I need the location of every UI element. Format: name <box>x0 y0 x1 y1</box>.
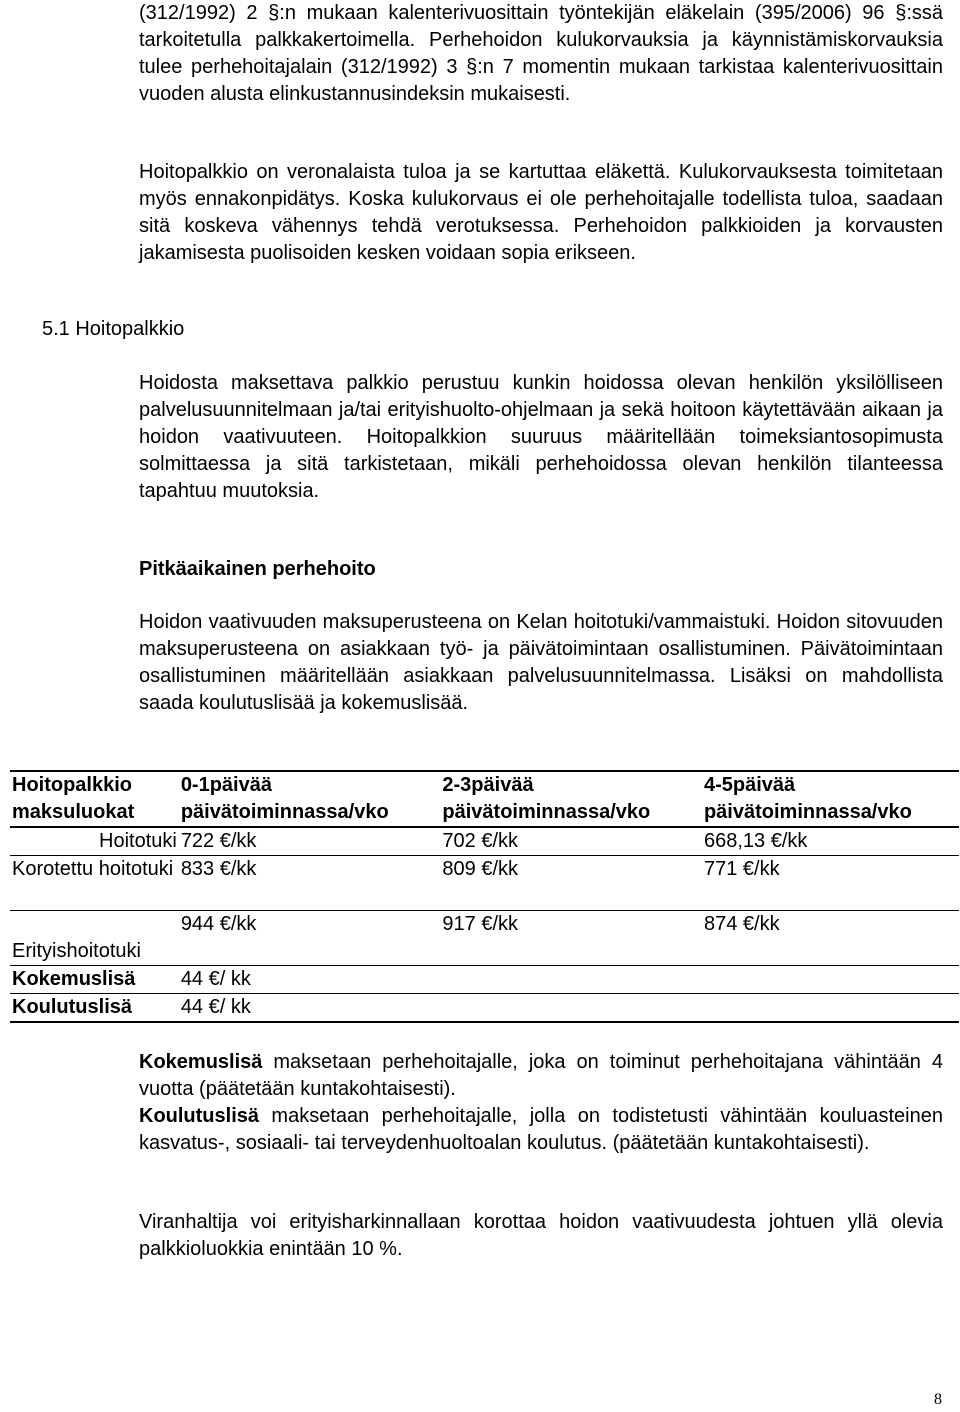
subheading: Pitkäaikainen perhehoito <box>139 558 376 580</box>
koulutus-term: Koulutuslisä <box>139 1105 260 1127</box>
section-heading: 5.1 Hoitopalkkio <box>42 318 185 340</box>
table-header-row <box>10 771 959 827</box>
kokemus-text: maksetaan perhehoitajalle, joka on toiminut perhehoitajana vähintään 4 vuotta (päätetään kuntakohtaisesti). <box>139 1051 943 1100</box>
table-header-cell: 0-1päivää päivätoiminnassa/vko <box>179 771 441 827</box>
koulutus-paragraph <box>139 1103 943 1157</box>
table-row <box>10 827 959 856</box>
kokemus-term: Kokemuslisä <box>139 1051 263 1073</box>
table-cell: 809 €/kk <box>440 856 702 911</box>
table-row-label: Hoitotuki <box>10 827 179 856</box>
table-row-label: Kokemuslisä <box>10 966 179 994</box>
table-cell: 44 €/ kk <box>179 994 441 1023</box>
tax-paragraph: Hoitopalkkio on veronalaista tuloa ja se kartuttaa eläkettä. Kulukorvauksesta toimitetaan myös ennakonpidätys. Koska kulukorvaus ei ole perhehoitajalle todellista tuloa, saadaan sitä koskeva vähennys tehdä verotuksessa. Perhehoidon palkkioiden ja korvausten jakamisesta puolisoiden kesken voidaan sopia erikseen. <box>139 161 943 264</box>
section-paragraph: Hoidosta maksettava palkkio perustuu kunkin hoidossa olevan henkilön yksilölliseen palvelusuunnitelmaan ja/tai erityishuolto-ohjelmaan ja sekä hoitoon käytettävään aikaan ja hoidon vaativuuteen. Hoitopalkkion suuruus määritellään toimeksiantosopimusta solmittaessa ja sitä tarkistetaan, mikäli perhehoidossa olevan henkilön tilanteessa tapahtuu muutoksia. <box>139 372 943 502</box>
table-cell: 833 €/kk <box>179 856 441 911</box>
table-cell: 668,13 €/kk <box>702 827 959 856</box>
table-cell: 44 €/ kk <box>179 966 441 994</box>
table-row-label: Koulutuslisä <box>10 994 179 1023</box>
table-row <box>10 966 959 994</box>
table-header-cell: 4-5päivää päivätoiminnassa/vko <box>702 771 959 827</box>
table-row-label: Korotettu hoitotuki <box>10 856 179 911</box>
table-header-cell: Hoitopalkkio maksuluokat <box>10 771 179 827</box>
table-row <box>10 911 959 966</box>
table-cell: 917 €/kk <box>440 911 702 966</box>
table-row <box>10 994 959 1023</box>
koulutus-text: maksetaan perhehoitajalle, jolla on todistetusti vähintään kouluasteinen kasvatus-, sosiaali- tai terveydenhuoltoalan koulutus. (päätetään kuntakohtaisesti). <box>139 1105 943 1154</box>
table-header-cell: 2-3päivää päivätoiminnassa/vko <box>440 771 702 827</box>
table-cell: 874 €/kk <box>702 911 959 966</box>
final-paragraph: Viranhaltija voi erityisharkinnallaan korottaa hoidon vaativuudesta johtuen yllä olevia palkkioluokkia enintään 10 %. <box>139 1211 943 1260</box>
table-cell <box>702 966 959 994</box>
subheading-paragraph: Hoidon vaativuuden maksuperusteena on Kelan hoitotuki/vammaistuki. Hoidon sitovuuden maksuperusteena on asiakkaan työ- ja päivätoimintaan osallistuminen. Päivätoimintaan osallistuminen määritellään asiakkaan palvelusuunnitelmassa. Lisäksi on mahdollista saada koulutuslisää ja kokemuslisää. <box>139 611 943 714</box>
table-cell <box>702 994 959 1023</box>
table-cell: 702 €/kk <box>440 827 702 856</box>
table-cell: 944 €/kk <box>179 911 441 966</box>
table-cell: 722 €/kk <box>179 827 441 856</box>
table-cell: 771 €/kk <box>702 856 959 911</box>
fee-table <box>10 770 959 1023</box>
table-cell <box>440 966 702 994</box>
table-cell <box>440 994 702 1023</box>
kokemus-paragraph <box>139 1049 943 1103</box>
table-row <box>10 856 959 911</box>
page-number: 8 <box>934 1391 942 1408</box>
intro-paragraph: (312/1992) 2 §:n mukaan kalenterivuosittain työntekijän eläkelain (395/2006) 96 §:ssä tarkoitetulla palkkakertoimella. Perhehoidon kulukorvauksia ja käynnistämiskorvauksia tulee perhehoitajalain (312/1992) 3 §:n 7 momentin mukaan tarkistaa kalenterivuosittain vuoden alusta elinkustannusindeksin mukaisesti. <box>139 2 943 105</box>
table-row-label: Erityishoitotuki <box>10 911 179 966</box>
